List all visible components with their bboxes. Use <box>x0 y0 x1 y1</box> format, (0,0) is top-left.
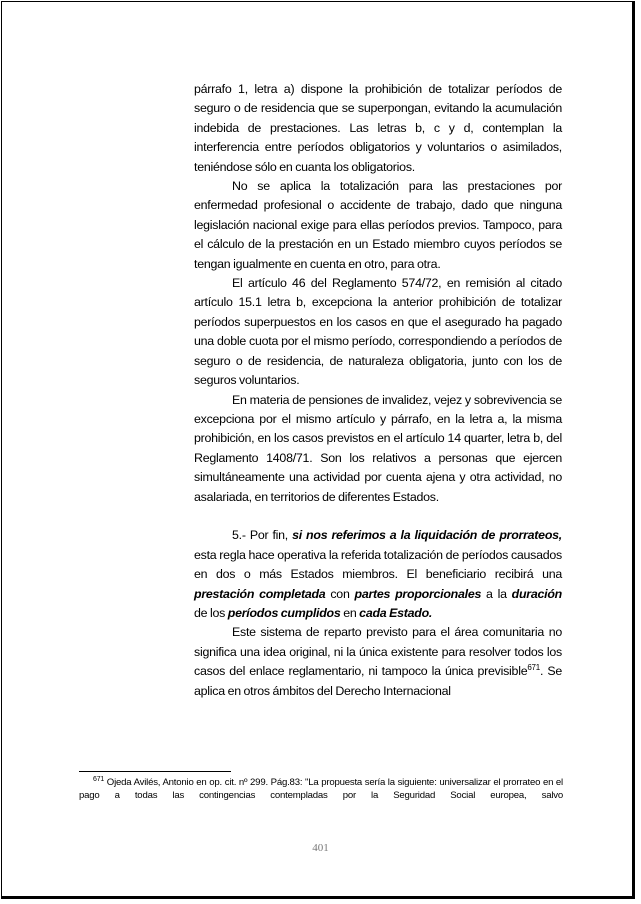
paragraph-1: párrafo 1, letra a) dispone la prohibición de totalizar períodos de seguro o de residencia que se superpongan, evitando la acumulación indebida de prestaciones. Las letras b, c y d, contemplan la interferencia entre períodos obligatorios y voluntarios o asimilados, teniéndose sólo en cuanta los obligatorios. <box>194 82 562 174</box>
p5-emphasis-prestacion: prestación completada <box>194 586 326 601</box>
p5-emphasis-duracion: duración <box>511 586 562 601</box>
p5-emphasis-estado: cada Estado. <box>359 605 433 620</box>
p5-text-5: de los <box>194 605 228 620</box>
p5-text-3: con <box>325 586 355 601</box>
paragraph-3: El artículo 46 del Reglamento 574/72, en remisión al citado artículo 15.1 letra b, excepciona la anterior prohibición de totalizar períodos superpuestos en los casos en que el asegurado ha pagado una doble cuota por el mismo período, correspondiendo a períodos de seguro o de residencia, de naturaleza obligatoria, junto con los de seguros voluntarios. <box>194 276 562 388</box>
footnote-separator <box>79 771 231 772</box>
footnote-line <box>79 776 563 802</box>
footnote <box>79 776 563 802</box>
footnote-number: 671 <box>93 775 105 783</box>
paragraph-4: En materia de pensiones de invalidez, vejez y sobrevivencia se excepciona por el mismo artículo y párrafo, en la letra a, la misma prohibición, en los casos previstos en el artículo 14 quarter, letra b, del Reglamento 1408/71. Son los relativos a personas que ejercen simultáneamente una actividad por cuenta ajena y otra actividad, no asalariada, en territorios de diferentes Estados. <box>194 392 562 504</box>
p5-emphasis-partes: partes proporcionales <box>354 586 482 601</box>
p5-text-2: esta regla hace operativa la referida totalización de períodos causados en dos o más Estados miembros. El beneficiario recibirá una <box>194 547 562 582</box>
page-number: 401 <box>312 842 329 854</box>
p5-emphasis-liquidacion: si nos referimos a la liquidación de prorrateos, <box>292 528 562 543</box>
p5-text-6: en <box>340 605 360 620</box>
p6-text-2: . Se aplica en otros ámbitos del Derecho Internacional <box>194 664 562 698</box>
footnote-text: Ojeda Avilés, Antonio en op. cit. nº 299. Pág.83: "La propuesta sería la siguiente: universalizar el prorrateo en el pago a todas las contingencias contempladas por la Seguridad Social europea, salvo <box>79 777 563 801</box>
p5-text-4: a la <box>481 586 512 601</box>
p5-text-1: 5.- Por fin, <box>232 528 293 543</box>
paragraph-6 <box>194 623 562 701</box>
paragraph-gap <box>194 507 562 526</box>
paragraph-5 <box>194 526 562 623</box>
body-text <box>194 80 562 701</box>
p6-text-1: Este sistema de reparto previsto para el área comunitaria no significa una idea original, ni la única existente para resolver todos los casos del enlace reglamentario, ni tampoco la única previsible <box>194 625 562 679</box>
footnote-reference[interactable]: 671 <box>527 663 540 673</box>
p5-emphasis-periodos: períodos cumplidos <box>227 605 341 620</box>
paragraph-2: No se aplica la totalización para las prestaciones por enfermedad profesional o accidente de trabajo, dado que ninguna legislación nacional exige para ellas períodos previos. Tampoco, para el cálculo de la prestación en un Estado miembro cuyos períodos se tengan igualmente en cuenta en otro, para otra. <box>194 179 562 271</box>
